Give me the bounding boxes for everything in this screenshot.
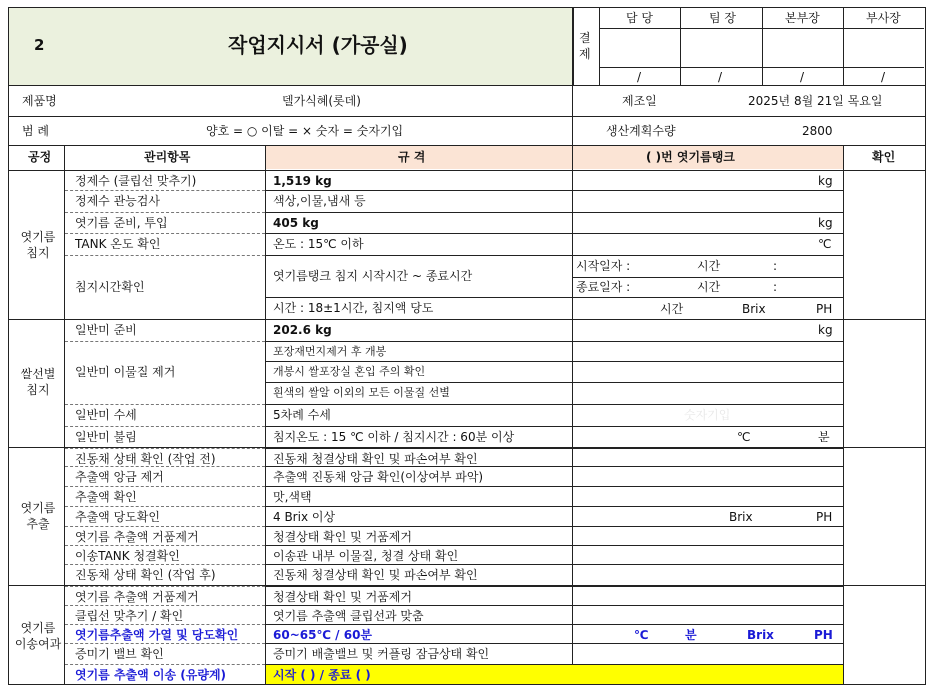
row-item: 클립선 맞추기 / 확인 [75,609,184,623]
row-divider [265,190,572,191]
row-divider [572,404,843,405]
tank-brix: Brix [747,628,774,642]
row-divider [65,448,265,449]
row-divider [65,605,265,606]
row-divider [65,586,265,587]
row-unit: kg [818,216,833,230]
tank-ph: PH [816,510,833,524]
row-item: 일반미 수세 [75,408,137,422]
row-item: 엿기름 추출액 이송 (유량계) [75,668,227,682]
manufacture-label: 제조일 [622,94,657,108]
row-divider [65,506,265,507]
row-spec: 202.6 kg [273,323,332,337]
row-divider [65,545,265,546]
row-spec: 흰색의 쌀알 이외의 모든 이물질 선별 [273,386,450,399]
row-divider [265,466,572,467]
row-divider [65,233,265,234]
col-process: 공정 [28,150,52,164]
product-label: 제품명 [22,94,57,108]
tank-time: 시간 [697,259,721,273]
tank-start-label: 시작일자 : [576,259,631,273]
row-divider [65,212,265,213]
approval-role: 본부장 [785,11,820,25]
row-item: 엿기름추출액 가열 및 당도확인 [75,628,239,642]
row-divider [265,545,572,546]
product-name: 델가식혜(롯데) [282,94,361,108]
row-unit: kg [818,174,833,188]
col-item: 관리항목 [144,150,191,164]
row-divider [65,624,265,625]
row-divider [265,564,572,565]
row-item: 일반미 준비 [75,323,137,337]
row-divider [265,506,572,507]
row-spec: 1,519 kg [273,174,332,188]
row-divider [572,526,843,527]
tank-colon: : [773,280,778,294]
col-check: 확인 [872,150,896,164]
row-item: TANK 온도 확인 [75,237,161,251]
row-divider [572,448,843,449]
row-divider [65,643,265,644]
row-item: 증미기 밸브 확인 [75,647,164,661]
row-item: 엿기름 추출액 거품제거 [75,590,199,604]
row-spec: 엿기름탱크 침지 시작시간 ~ 종료시간 [273,269,473,283]
row-divider [65,190,265,191]
production-label: 생산계획수량 [606,124,676,138]
row-spec: 시간 : 18±1시간, 침지액 당도 [273,301,434,315]
row-divider [65,486,265,487]
manufacture-date: 2025년 8월 21일 목요일 [748,94,883,108]
row-divider [572,190,843,191]
row-divider [572,506,843,507]
col-spec: 규 격 [398,150,426,164]
row-divider [572,643,843,644]
group-label: 엿기름 추출 [20,501,56,531]
legend-text: 양호 = ○ 이탈 = × 숫자 = 숫자기입 [206,124,404,138]
row-divider [572,212,843,213]
tank-brix: Brix [742,302,766,316]
row-divider [265,624,572,625]
row-divider [572,297,843,298]
row-tank-note: 숫자기입 [684,408,731,422]
row-divider [265,255,572,256]
row-divider [572,564,843,565]
row-unit: ℃ [818,237,832,251]
row-item: 추출액 당도확인 [75,510,160,524]
row-spec: 4 Brix 이상 [273,510,336,524]
row-spec: 청결상태 확인 및 거품제거 [273,590,412,604]
group-label: 엿기름 침지 [20,230,56,260]
row-divider [265,341,572,342]
approval-date-sep: / [718,70,723,84]
row-divider [265,664,572,665]
row-spec: 진동채 청결상태 확인 및 파손여부 확인 [273,568,478,582]
tank-end-label: 종료일자 : [576,280,631,294]
row-spec: 맛,색택 [273,490,312,504]
row-divider [265,233,572,234]
row-divider [572,624,843,625]
row-unit: kg [818,323,833,337]
row-spec: 5차례 수세 [273,408,331,422]
row-divider [572,341,843,342]
row-spec: 청결상태 확인 및 거품제거 [273,530,412,544]
group-label: 엿기름 이송여과 [14,621,62,651]
row-divider [65,466,265,467]
tank-min: 분 [818,430,830,444]
group-label: 쌀선별 침지 [20,367,56,397]
row-divider [265,643,572,644]
doc-number: 2 [34,36,45,54]
approval-date-sep: / [800,70,805,84]
row-divider [65,404,265,405]
page-title: 작업지시서 (가공실) [228,33,408,57]
row-item: 추출액 확인 [75,490,137,504]
row-item: 정제수 (클립선 맞추기) [75,174,197,188]
row-divider [572,545,843,546]
row-divider [265,297,572,298]
row-item: 엿기름 추출액 거품제거 [75,530,199,544]
row-divider [65,426,265,427]
row-divider [572,361,843,362]
tank-ph: PH [814,628,833,642]
row-spec: 엿기름 추출액 클립선과 맞춤 [273,609,424,623]
approval-role: 팀 장 [709,11,736,25]
row-spec: 추출액 진동채 앙금 확인(이상여부 파악) [273,470,484,484]
col-tank: ( )번 엿기름탱크 [646,150,735,164]
legend-label: 범 례 [22,124,49,138]
row-divider [265,361,572,362]
row-divider [572,664,843,665]
tank-time: 시간 [660,302,684,316]
row-divider [265,448,572,449]
row-divider [265,404,572,405]
row-item: 정제수 관능검사 [75,194,160,208]
row-spec: 진동채 청결상태 확인 및 파손여부 확인 [273,452,478,466]
production-qty: 2800 [802,124,833,138]
row-item: 침지시간확인 [75,280,145,294]
row-item: 일반미 불림 [75,430,137,444]
row-divider [65,526,265,527]
row-item: 추출액 앙금 제거 [75,470,164,484]
row-divider [265,526,572,527]
row-divider [265,212,572,213]
row-divider [572,277,843,278]
row-item: 진동채 상태 확인 (작업 전) [75,452,216,466]
row-item: 일반미 이물질 제거 [75,365,176,379]
row-spec: 온도 : 15℃ 이하 [273,237,364,251]
tank-deg: ℃ [737,430,751,444]
tank-time: 시간 [697,280,721,294]
approval-role: 부사장 [866,11,901,25]
row-divider [65,664,265,665]
row-spec: 포장재먼지제거 후 개봉 [273,345,387,358]
tank-deg: ℃ [634,628,649,642]
row-divider [572,605,843,606]
row-spec: 60~65℃ / 60분 [273,628,373,642]
approval-date-sep: / [637,70,642,84]
row-item: 진동채 상태 확인 (작업 후) [75,568,216,582]
row-spec: 시작 ( ) / 종료 ( ) [273,668,371,682]
row-item: 이송TANK 청결확인 [75,549,180,563]
approval-date-sep: / [881,70,886,84]
row-divider [265,605,572,606]
row-spec: 이송관 내부 이물질, 청결 상태 확인 [273,549,459,563]
row-divider [65,255,265,256]
row-spec: 증미기 배출밸브 및 커플링 잠금상태 확인 [273,647,490,661]
tank-ph: PH [816,302,833,316]
row-divider [265,426,572,427]
tank-colon: : [773,259,778,273]
row-spec: 침지온도 : 15 ℃ 이하 / 침지시간 : 60분 이상 [273,430,515,444]
row-divider [572,466,843,467]
row-divider [572,586,843,587]
row-divider [572,255,843,256]
row-divider [572,486,843,487]
row-spec: 개봉시 쌀포장실 혼입 주의 확인 [273,365,426,378]
approval-role: 담 당 [626,11,653,25]
row-divider [265,586,572,587]
approval-label: 결 제 [579,31,591,61]
row-divider [265,486,572,487]
row-spec: 색상,이물,냄새 등 [273,194,366,208]
row-divider [572,382,843,383]
row-divider [65,564,265,565]
tank-min: 분 [685,628,697,642]
row-divider [265,382,572,383]
row-divider [65,341,265,342]
row-item: 엿기름 준비, 투입 [75,216,168,230]
tank-brix: Brix [729,510,753,524]
row-divider [572,426,843,427]
row-divider [572,233,843,234]
row-spec: 405 kg [273,216,319,230]
